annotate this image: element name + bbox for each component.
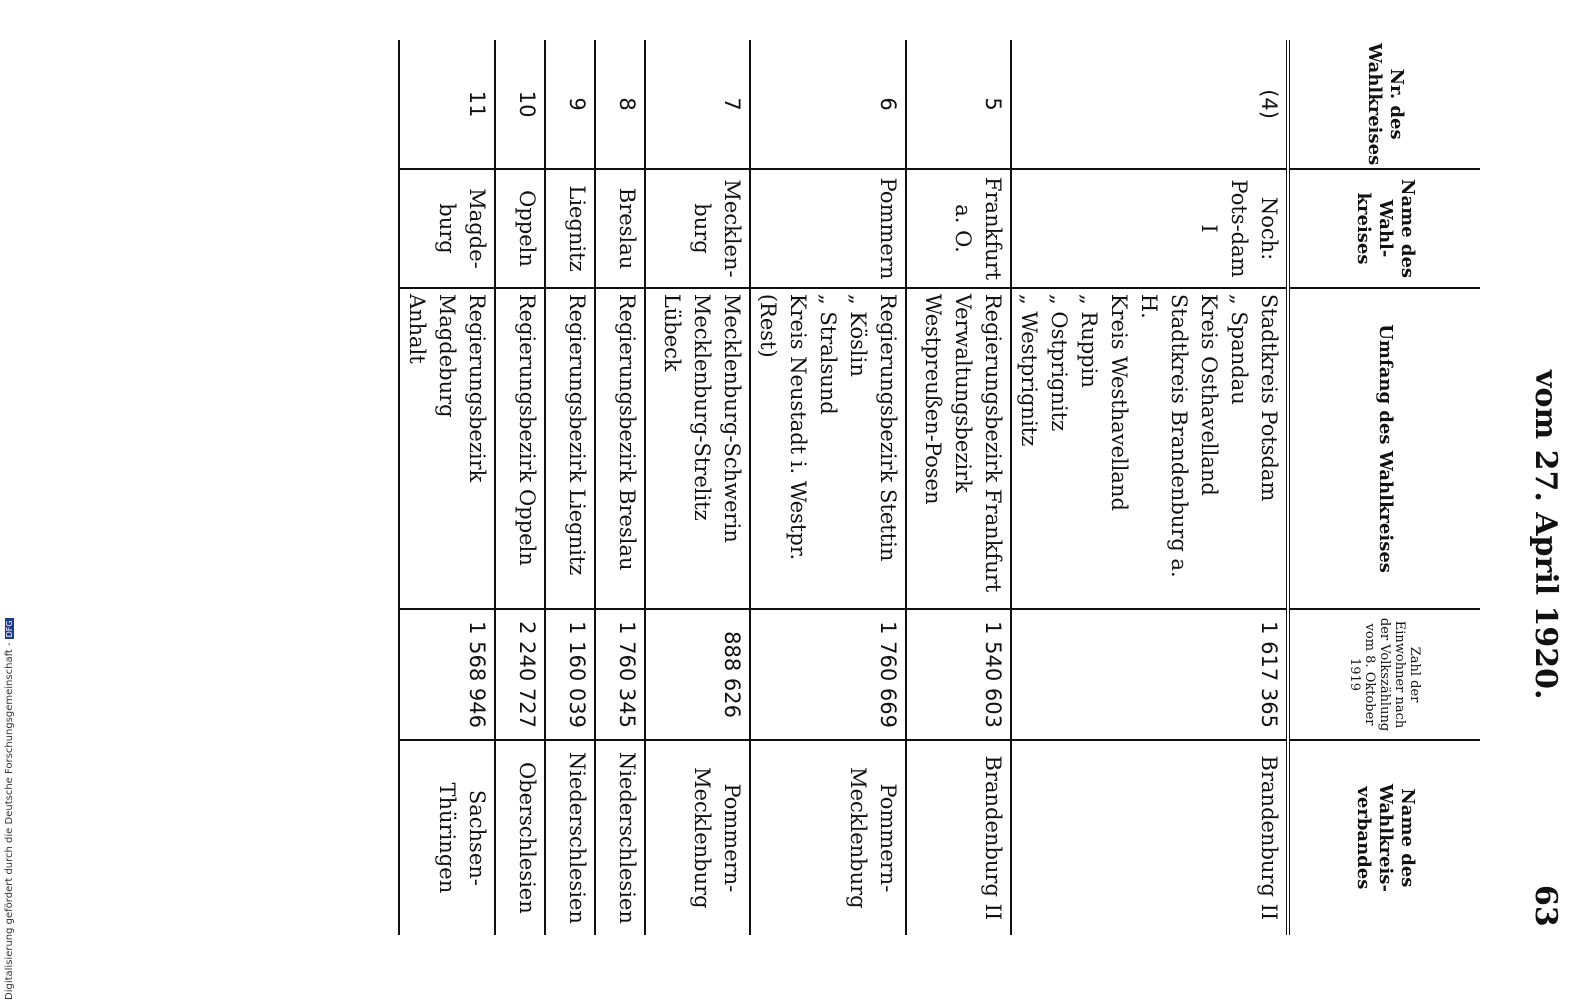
table-header-row — [1288, 40, 1480, 935]
table-row — [495, 40, 545, 935]
cell-nr: 7 — [645, 40, 750, 169]
cell-nr: 9 — [545, 40, 595, 169]
table-row — [906, 40, 1011, 935]
cell-umfang — [645, 288, 750, 609]
cell-verband: Sachsen-Thüringen — [399, 740, 495, 935]
table-row — [595, 40, 645, 935]
umfang-line: Kreis Westhavelland — [1107, 293, 1131, 511]
umfang-line: „ Westprignitz — [1017, 293, 1041, 447]
umfang-line: Kreis Osthavelland — [1197, 293, 1221, 496]
cell-umfang — [750, 288, 906, 609]
cell-name: Frankfurt a. O. — [906, 169, 1011, 288]
umfang-line: Stadtkreis Potsdam — [1257, 293, 1281, 502]
cell-name: Magde-burg — [399, 169, 495, 288]
cell-name: Noch: Pots-dam I — [1011, 169, 1288, 288]
side-note-text: Digitalisierung gefördert durch die Deutsche Forschungsgemeinschaft - — [4, 642, 15, 1000]
table-body — [399, 40, 1288, 935]
umfang-line: Regierungsbezirk Liegnitz — [565, 293, 589, 576]
header-nr: Nr. des Wahlkreises — [1288, 40, 1480, 169]
cell-verband: Niederschlesien — [545, 740, 595, 935]
cell-nr: 10 — [495, 40, 545, 169]
cell-einwohner: 1 617 365 — [1011, 609, 1288, 739]
cell-umfang — [545, 288, 595, 609]
table-row — [399, 40, 495, 935]
cell-umfang — [495, 288, 545, 609]
umfang-line: Stadtkreis Brandenburg a. H. — [1137, 293, 1191, 578]
cell-einwohner: 1 568 946 — [399, 609, 495, 739]
constituency-table — [398, 40, 1480, 935]
cell-name: Pommern — [750, 169, 906, 288]
cell-umfang — [1011, 288, 1288, 609]
umfang-line: „ Stralsund — [816, 293, 840, 415]
cell-name: Mecklen-burg — [645, 169, 750, 288]
umfang-line: Mecklenburg-Schwerin — [720, 293, 744, 543]
header-name: Name des Wahl-kreises — [1288, 169, 1480, 288]
page-title: vom 27. April 1920. — [1528, 370, 1563, 700]
cell-verband: Niederschlesien — [595, 740, 645, 935]
cell-einwohner: 2 240 727 — [495, 609, 545, 739]
cell-nr: 11 — [399, 40, 495, 169]
cell-umfang — [906, 288, 1011, 609]
cell-nr: 8 — [595, 40, 645, 169]
cell-umfang — [399, 288, 495, 609]
cell-name: Oppeln — [495, 169, 545, 288]
cell-nr: 5 — [906, 40, 1011, 169]
cell-einwohner: 1 160 039 — [545, 609, 595, 739]
table-row — [750, 40, 906, 935]
header-umfang: Umfang des Wahlkreises — [1288, 288, 1480, 609]
umfang-line: Regierungsbezirk Oppeln — [515, 293, 539, 566]
umfang-line: Regierungsbezirk Stettin — [876, 293, 900, 562]
cell-einwohner: 888 626 — [645, 609, 750, 739]
cell-verband: Pommern-Mecklenburg — [645, 740, 750, 935]
umfang-line: „ Ruppin — [1077, 293, 1101, 388]
cell-verband: Pommern-Mecklenburg — [750, 740, 906, 935]
cell-name: Liegnitz — [545, 169, 595, 288]
umfang-line: Verwaltungsbezirk Westpreußen-Posen — [921, 293, 975, 505]
umfang-line: Mecklenburg-Strelitz — [690, 293, 714, 521]
cell-einwohner: 1 760 345 — [595, 609, 645, 739]
umfang-line: Kreis Neustadt i. Westpr. (Rest) — [756, 293, 810, 561]
page-number: 63 — [1528, 885, 1563, 927]
cell-verband: Oberschlesien — [495, 740, 545, 935]
table-row — [1011, 40, 1288, 935]
table-row — [645, 40, 750, 935]
cell-nr: 6 — [750, 40, 906, 169]
umfang-line: „ Ostprignitz — [1047, 293, 1071, 432]
cell-verband: Brandenburg II — [1011, 740, 1288, 935]
cell-einwohner: 1 760 669 — [750, 609, 906, 739]
header-einwohner: Zahl der Einwohner nach der Volkszählung vom 8. Oktober 1919 — [1288, 609, 1480, 739]
umfang-line: Lübeck — [660, 293, 684, 372]
cell-umfang — [595, 288, 645, 609]
dfg-logo: DFG — [5, 620, 14, 638]
table-row — [545, 40, 595, 935]
umfang-line: Regierungsbezirk Frankfurt — [981, 293, 1005, 593]
cell-name: Breslau — [595, 169, 645, 288]
umfang-line: „ Spandau — [1227, 293, 1251, 405]
header-verband: Name des Wahlkreis-verbandes — [1288, 740, 1480, 935]
umfang-line: „ Köslin — [846, 293, 870, 377]
umfang-line: Regierungsbezirk Magdeburg — [435, 293, 489, 483]
cell-einwohner: 1 540 603 — [906, 609, 1011, 739]
cell-verband: Brandenburg II — [906, 740, 1011, 935]
umfang-line: Regierungsbezirk Breslau — [615, 293, 639, 571]
umfang-line: Anhalt — [405, 293, 429, 364]
cell-nr: (4) — [1011, 40, 1288, 169]
